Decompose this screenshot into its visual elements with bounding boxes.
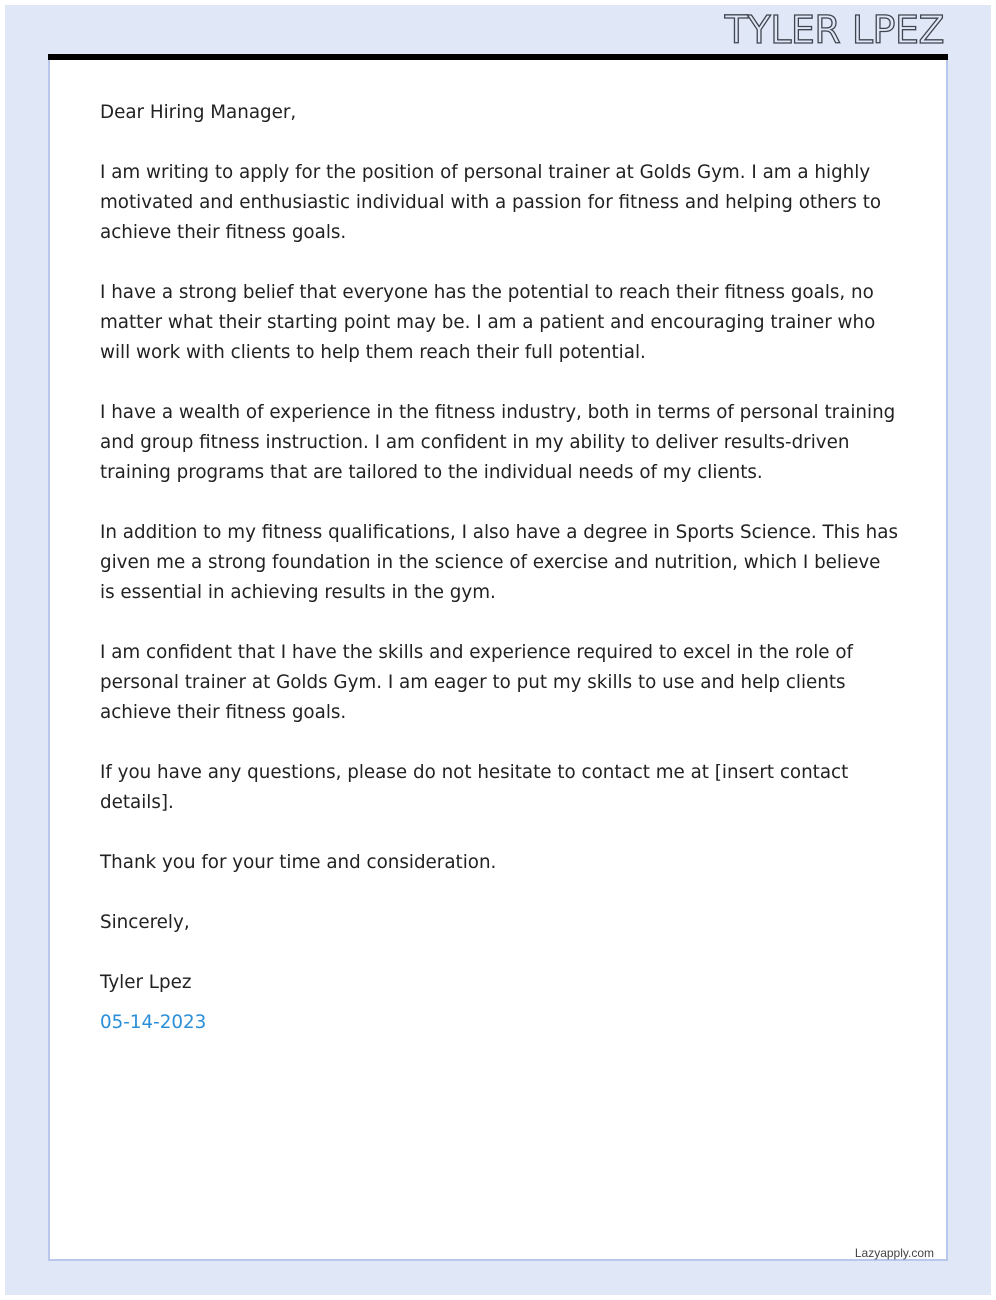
header-name: TYLER LPEZ [724, 8, 944, 52]
watermark: Lazyapply.com [854, 1246, 934, 1260]
signature: Tyler Lpez [100, 972, 192, 993]
paragraph-7: Thank you for your time and consideration. [100, 852, 497, 873]
paragraph-2: I have a strong belief that everyone has the potential to reach their fitness goals, no matter what their starting point may be. I am a patient and encouraging trainer who will work with clients to help them reach their full potential. [100, 282, 876, 363]
closing: Sincerely, [100, 912, 190, 933]
letter-body [100, 98, 900, 1068]
paragraph-6: If you have any questions, please do not hesitate to contact me at [insert contact details]. [100, 762, 849, 813]
paragraph-4: In addition to my fitness qualifications, I also have a degree in Sports Science. This has given me a strong foundation in the science of exercise and nutrition, which I believe is essential in achieving results in the gym. [100, 522, 898, 603]
paragraph-1: I am writing to apply for the position of personal trainer at Golds Gym. I am a highly motivated and enthusiastic individual with a passion for fitness and helping others to achieve their fitness goals. [100, 162, 882, 243]
letter-date: 05-14-2023 [100, 1012, 207, 1033]
paragraph-3: I have a wealth of experience in the fitness industry, both in terms of personal training and group fitness instruction. I am confident in my ability to deliver results-driven training programs that are tailored to the individual needs of my clients. [100, 402, 896, 483]
salutation: Dear Hiring Manager, [100, 102, 297, 123]
paragraph-5: I am confident that I have the skills and experience required to excel in the role of personal trainer at Golds Gym. I am eager to put my skills to use and help clients achieve their fitness goals. [100, 642, 853, 723]
